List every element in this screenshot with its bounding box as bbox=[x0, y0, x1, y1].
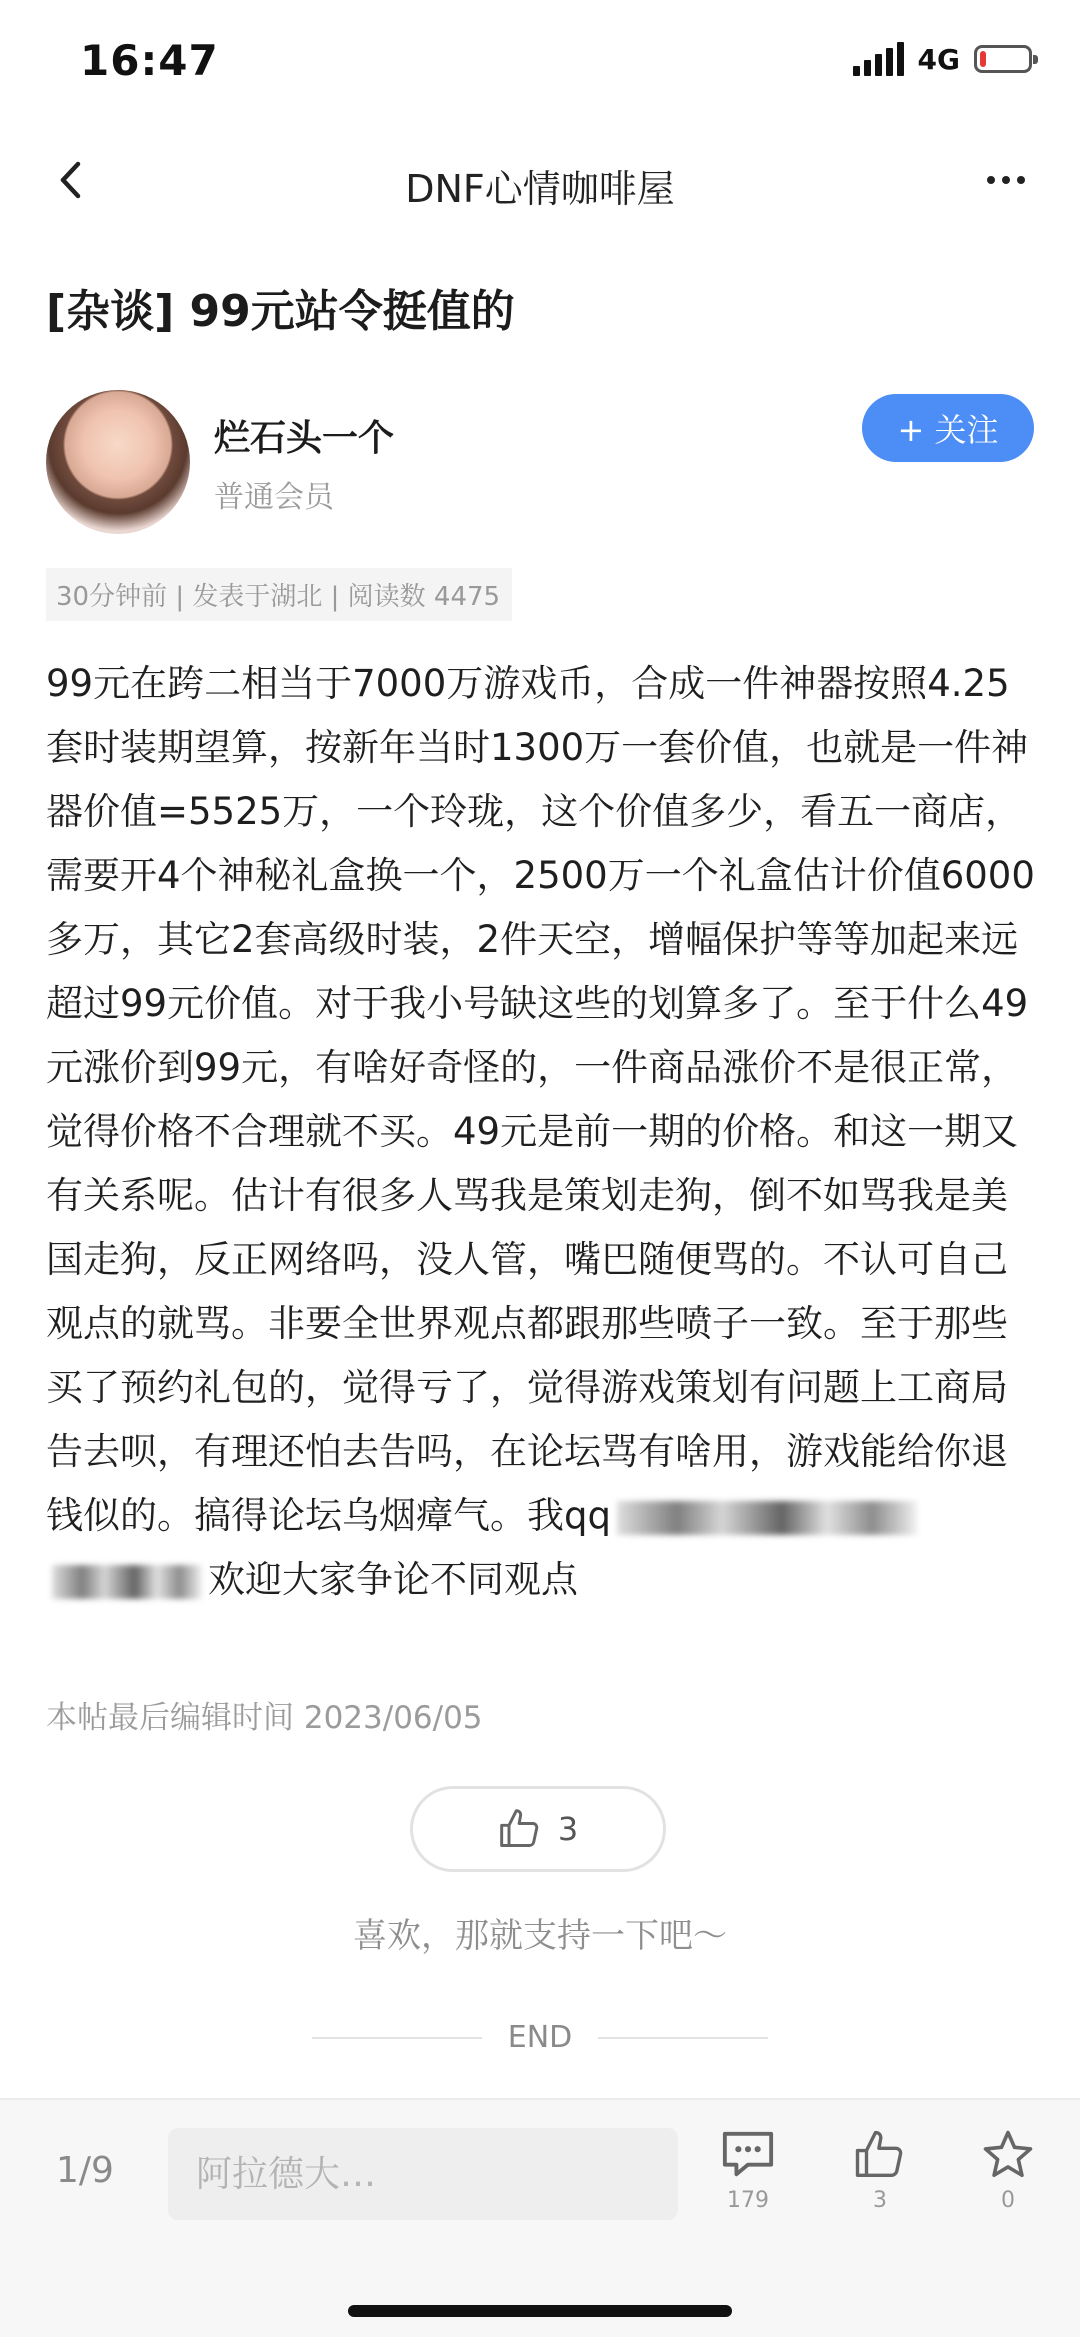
more-dots-icon bbox=[987, 176, 995, 184]
comment-input[interactable] bbox=[168, 2128, 678, 2220]
bottom-like-count: 3 bbox=[873, 2188, 887, 2213]
follow-button[interactable]: + 关注 bbox=[862, 394, 1034, 462]
favorite-count: 0 bbox=[1001, 2188, 1015, 2213]
star-icon bbox=[979, 2128, 1037, 2182]
home-indicator[interactable] bbox=[348, 2305, 732, 2317]
post-body-text: 99元在跨二相当于7000万游戏币，合成一件神器按照4.25套时装期望算，按新年当时1300万一套价值，也就是一件神器价值=5525万，一个玲珑，这个价值多少，看五一商店，需要开4个神秘礼盒换一个，2500万一个礼盒估计价值6000多万，其它2套高级时装，2件天空，增幅保护等等加起来远超过99元价值。对于我小号缺这些的划算多了。至于什么49元涨价到99元，有啥好奇怪的，一件商品涨价不是很正常，觉得价格不合理就不买。49元是前一期的价格。和这一期又有关系呢。估计有很多人骂我是策划走狗，倒不如骂我是美国走狗，反正网络吗，没人管，嘴巴随便骂的。不认可自己观点的就骂。非要全世界观点都跟那些喷子一致。至于那些买了预约礼包的，觉得亏了，觉得游戏策划有问题上工商局告去呗，有理还怕去告吗，在论坛骂有啥用，游戏能给你退钱似的。搞得论坛乌烟瘴气。我qq bbox=[46, 662, 1035, 1537]
forum-title: DNF心情咖啡屋 bbox=[405, 167, 675, 211]
bottom-like-button[interactable] bbox=[830, 2128, 930, 2213]
author-level: 普通会员 bbox=[214, 480, 334, 515]
comment-button[interactable] bbox=[698, 2128, 798, 2213]
status-icons bbox=[853, 42, 1032, 76]
avatar[interactable] bbox=[46, 390, 190, 534]
support-text: 喜欢，那就支持一下吧～ bbox=[353, 1916, 727, 1956]
more-button[interactable] bbox=[976, 160, 1036, 200]
comment-count: 179 bbox=[727, 2188, 769, 2213]
battery-level bbox=[980, 51, 986, 67]
battery-icon bbox=[974, 45, 1032, 73]
edit-time: 本帖最后编辑时间 2023/06/05 bbox=[46, 1700, 483, 1736]
network-label: 4G bbox=[917, 42, 960, 76]
redacted-block bbox=[52, 1565, 202, 1599]
back-button[interactable] bbox=[50, 155, 90, 205]
status-time: 16:47 bbox=[80, 36, 219, 85]
signal-icon bbox=[853, 42, 904, 76]
chevron-left-icon bbox=[58, 160, 82, 200]
divider-line bbox=[598, 2037, 768, 2039]
like-button[interactable] bbox=[410, 1786, 666, 1872]
post-title: [杂谈] 99元站令挺值的 bbox=[46, 286, 515, 337]
like-count: 3 bbox=[557, 1810, 579, 1848]
post-body bbox=[46, 652, 1040, 1612]
author-name[interactable]: 烂石头一个 bbox=[214, 418, 395, 459]
thumbs-up-icon bbox=[851, 2128, 909, 2182]
favorite-button[interactable] bbox=[958, 2128, 1058, 2213]
post-meta: 30分钟前 | 发表于湖北 | 阅读数 4475 bbox=[46, 568, 512, 621]
page-indicator[interactable]: 1/9 bbox=[56, 2150, 114, 2191]
end-divider bbox=[0, 2020, 1080, 2055]
thumbs-up-icon bbox=[498, 1807, 542, 1851]
post-body-text-end: 欢迎大家争论不同观点 bbox=[208, 1558, 578, 1601]
end-text: END bbox=[507, 2020, 573, 2055]
redacted-block bbox=[617, 1501, 917, 1535]
comment-icon bbox=[719, 2128, 777, 2182]
divider-line bbox=[312, 2037, 482, 2039]
